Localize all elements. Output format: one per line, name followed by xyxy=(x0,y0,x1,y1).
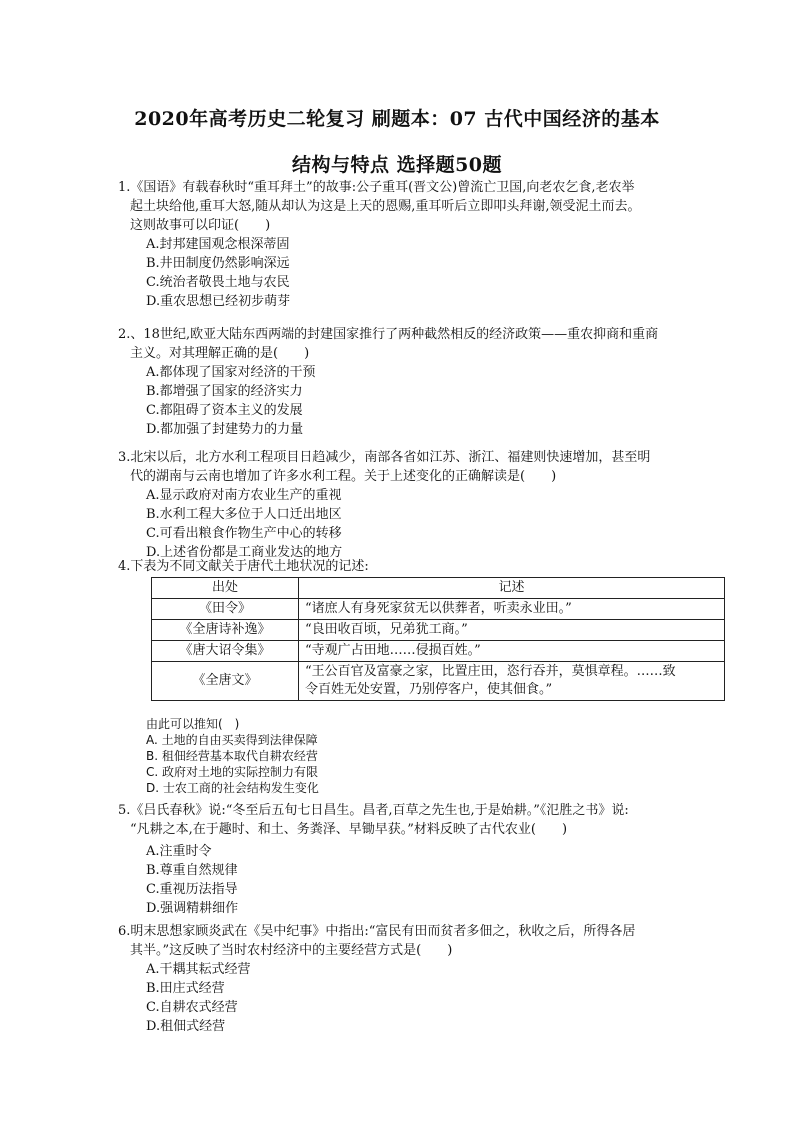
question-3-stem-line: 代的湖南与云南也增加了许多水利工程。关于上述变化的正确解读是( ) xyxy=(130,469,557,484)
question-1-stem-line: 这则故事可以印证( ) xyxy=(130,218,271,233)
question-5-option-a: A.注重时令 xyxy=(146,844,212,859)
table-row xyxy=(152,620,725,641)
page-title-line-1: 2020年高考历史二轮复习 刷题本：07 古代中国经济的基本 xyxy=(134,108,660,130)
question-1 xyxy=(118,178,708,311)
table-cell-source: 《唐大诏令集》 xyxy=(152,641,299,662)
question-6-option-d: D.租佃式经营 xyxy=(146,1019,226,1034)
question-2-stem-line: 主义。对其理解正确的是( ) xyxy=(130,346,310,361)
table-cell-record: “良田收百顷，兄弟犹工商。” xyxy=(299,620,725,641)
question-2-option-d: D.都加强了封建势力的力量 xyxy=(146,422,304,437)
question-4-prompt: 由此可以推知( ) xyxy=(146,717,240,731)
question-4-option-a: A. 土地的自由买卖得到法律保障 xyxy=(146,733,318,747)
question-5-stem-line: 5.《吕氏春秋》说:“冬至后五旬七日昌生。昌者,百草之先生也,于是始耕。”《氾胜之书》说: xyxy=(118,803,629,818)
table-header-record: 记述 xyxy=(299,578,725,599)
question-5-option-c: C.重视历法指导 xyxy=(146,882,238,897)
question-5-stem-line: “凡耕之本,在于趣时、和土、务粪泽、早锄早获。”材料反映了古代农业( ) xyxy=(130,822,568,837)
question-2 xyxy=(118,325,708,439)
page-title-line-2: 结构与特点 选择题50题 xyxy=(291,154,503,176)
question-1-option-a: A.封邦建国观念根深蒂固 xyxy=(146,237,290,252)
question-6-stem-line: 6.明末思想家顾炎武在《吴中纪事》中指出:“富民有田而贫者多佃之，秋收之后，所得各居 xyxy=(118,924,636,939)
table-cell-record xyxy=(299,662,725,701)
question-3-option-d: D.上述省份都是工商业发达的地方 xyxy=(146,545,343,560)
question-3-stem-line: 3.北宋以后，北方水利工程项目日趋减少，南部各省如江苏、浙江、福建则快速增加，甚至明 xyxy=(118,450,651,465)
question-4-option-b: B. 租佃经营基本取代自耕农经营 xyxy=(146,749,318,763)
table-header-row xyxy=(152,578,725,599)
question-1-stem-line: 1.《国语》有载春秋时“重耳拜土”的故事:公子重耳(晋文公)曾流亡卫国,向老农乞食,老农举 xyxy=(118,180,635,195)
question-4-option-c: C. 政府对土地的实际控制力有限 xyxy=(146,765,319,779)
question-3-option-c: C.可看出粮食作物生产中心的转移 xyxy=(146,526,342,541)
question-1-option-b: B.井田制度仍然影响深远 xyxy=(146,256,290,271)
question-3-option-a: A.显示政府对南方农业生产的重视 xyxy=(146,488,342,503)
question-3 xyxy=(118,448,708,562)
question-4-option-d: D. 士农工商的社会结构发生变化 xyxy=(146,781,319,795)
question-5 xyxy=(118,801,708,918)
question-5-option-d: D.强调精耕细作 xyxy=(146,901,239,916)
question-4-stem: 4.下表为不同文献关于唐代土地状况的记述: xyxy=(118,559,369,574)
table-row xyxy=(152,662,725,701)
question-6-option-a: A.干耦其耘式经营 xyxy=(146,962,251,977)
table-cell-source: 《田令》 xyxy=(152,599,299,620)
table-cell-record-line: 令百姓无处安置，乃别停客户，使其佃食。” xyxy=(305,682,553,697)
question-6 xyxy=(118,922,708,1036)
table-cell-source: 《全唐诗补逸》 xyxy=(152,620,299,641)
question-6-stem-line: 其半。”这反映了当时农村经济中的主要经营方式是( ) xyxy=(130,943,453,958)
table-row xyxy=(152,599,725,620)
question-1-stem-line: 起土块给他,重耳大怒,随从却认为这是上天的恩赐,重耳听后立即叩头拜谢,领受泥土而去。 xyxy=(130,199,641,214)
table-header-source: 出处 xyxy=(152,578,299,599)
table-cell-source: 《全唐文》 xyxy=(152,662,299,701)
table-cell-record: “寺观广占田地……侵损百姓。” xyxy=(299,641,725,662)
question-6-option-c: C.自耕农式经营 xyxy=(146,1000,238,1015)
table-cell-record: “诸庶人有身死家贫无以供葬者，听卖永业田。” xyxy=(299,599,725,620)
question-2-stem-line: 2.、18世纪,欧亚大陆东西两端的封建国家推行了两种截然相反的经济政策——重农抑商和重商 xyxy=(118,327,659,342)
table-cell-record-line: “王公百官及富豪之家，比置庄田，恣行吞并，莫惧章程。……致 xyxy=(305,664,676,679)
question-3-option-b: B.水利工程大多位于人口迁出地区 xyxy=(146,507,342,522)
question-2-option-c: C.都阻碍了资本主义的发展 xyxy=(146,403,303,418)
question-5-option-b: B.尊重自然规律 xyxy=(146,863,238,878)
question-2-option-b: B.都增强了国家的经济实力 xyxy=(146,384,303,399)
question-4-body xyxy=(146,716,706,796)
question-1-option-c: C.统治者敬畏土地与农民 xyxy=(146,275,290,290)
question-2-option-a: A.都体现了国家对经济的干预 xyxy=(146,365,316,380)
question-6-option-b: B.田庄式经营 xyxy=(146,981,225,996)
question-1-option-d: D.重农思想已经初步萌芽 xyxy=(146,294,291,309)
source-table xyxy=(151,577,725,701)
table-row xyxy=(152,641,725,662)
